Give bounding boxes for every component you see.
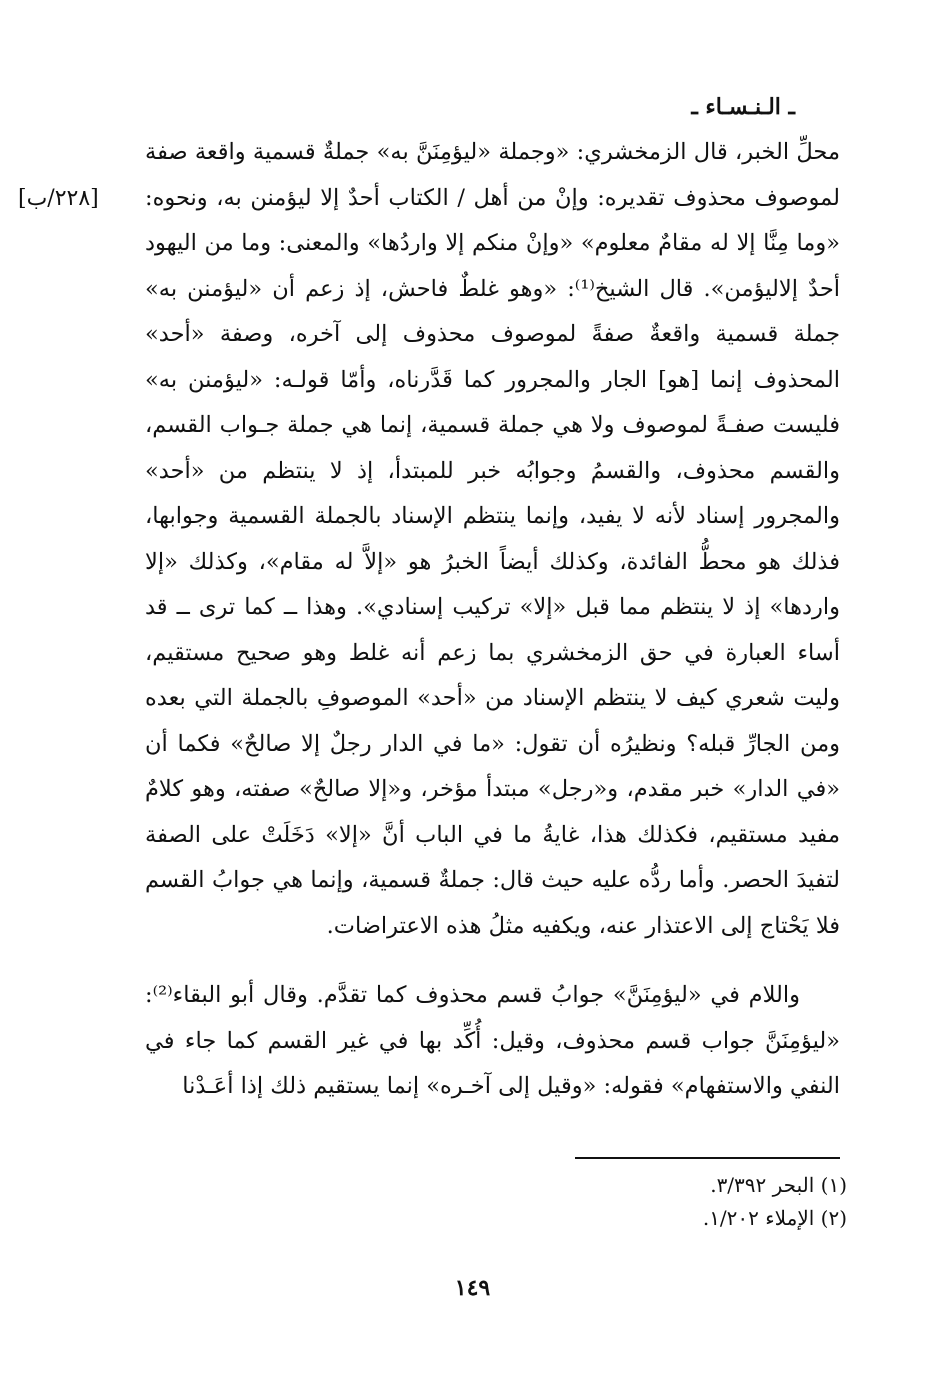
running-header: ـ الـنـسـاء ـ bbox=[691, 94, 795, 120]
paragraph-second: واللام في «ليؤمِنَنَّ» جوابُ قسم محذوف كما تقدَّم. وقال أبو البقاء⁽²⁾: «ليؤمِنَنَّ جواب قسم محذوف، وقيل: أُكِّد بها في غير القسم كما جاء في النفي والاستفهام» فقوله: «وقيل إلى آخـره» إنما يستقيم ذلك إذا أعَـدْنا bbox=[145, 982, 840, 1099]
page-number: ١٤٩ bbox=[454, 1275, 491, 1301]
footnote-separator bbox=[575, 1157, 840, 1159]
footnotes bbox=[347, 1169, 847, 1235]
manuscript-folio-reference: [٢٢٨/ب] bbox=[18, 186, 99, 211]
footnote-2: (٢) الإملاء ١/٢٠٢. bbox=[702, 1206, 847, 1230]
paragraph-first: محلِّ الخبر، قال الزمخشري: «وجملة «ليؤمِنَنَّ به» جملةٌ قسمية واقعة صفة لموصوف محذوف تقديره: وإنْ من أهل / الكتاب أحدٌ إلا ليؤمنن به، ونحوه: «وما مِنَّا إلا له مقامٌ معلوم» «وإنْ منكم إلا واردُها» والمعنى: وما من اليهود أحدٌ إلاليؤمن». قال الشيخ⁽¹⁾: «وهو غلطٌ فاحش، إذ زعم أن «ليؤمنن به» جملة قسمية واقعةٌ صفةً لموصوف محذوف إلى آخره، وصفة «أحد» المحذوف إنما [هو] الجار والمجرور كما قَدَّرناه، وأمّا قولـه: «ليؤمنن به» فليست صفـةً لموصوف ولا هي جملة قسمية، إنما هي جملة جـواب القسم، والقسم محذوف، والقسمُ وجوابُه خبر للمبتدأ، إذ لا ينتظم من «أحد» والمجرور إسناد لأنه لا يفيد، وإنما ينتظم الإسناد بالجملة القسمية وجوابها، فذلك هو محطُّ الفائدة، وكذلك أيضاً الخبرُ هو «إلاَّ له مقام»، وكذلك «إلا واردها» إذ لا ينتظم مما قبل «إلا» تركيب إسنادي». وهذا ــ كما ترى ــ قد أساء العبارة في حق الزمخشري بما زعم أنه غلط وهو صحيح مستقيم، وليت شعري كيف لا ينتظم الإسناد من «أحد» الموصوفِ بالجملة التي بعده ومن الجارِّ قبله؟ ونظيرُه أن تقول: «ما في الدار رجلٌ إلا صالحٌ» فكما أن «في الدار» خبر مقدم، و«رجل» مبتدأ مؤخر، و«إلا صالحٌ» صفته، وهو كلامٌ مفيد مستقيم، فكذلك هذا، غايةُ ما في الباب أنَّ «إلا» دَخَلَتْ على الصفة لتفيدَ الحصر. وأما ردُّه عليه حيث قال: جملةٌ قسمية، وإنما هي جوابُ القسم فلا يَحْتاج إلى الاعتذار عنه، ويكفيه مثلُ هذه الاعتراضات. bbox=[145, 139, 840, 939]
main-text bbox=[145, 130, 840, 1110]
footnote-1: (١) البحر ٣/٣٩٢. bbox=[710, 1173, 847, 1197]
